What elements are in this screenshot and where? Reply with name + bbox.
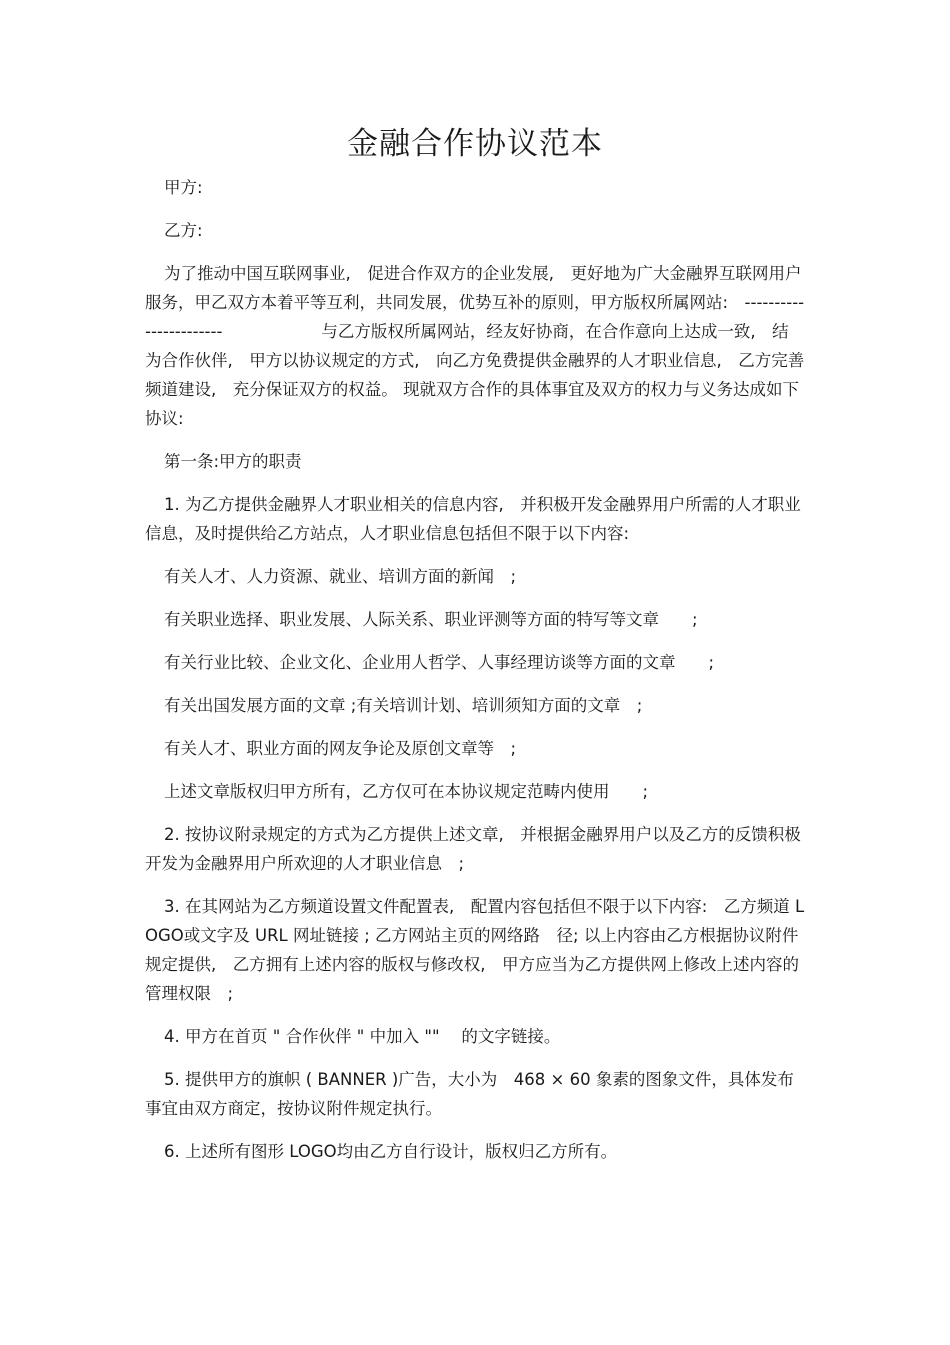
clause-6: 6. 上述所有图形 LOGO均由乙方自行设计，版权归乙方所有。 bbox=[164, 1142, 618, 1161]
preamble-paragraph: 为了推动中国互联网事业, 促进合作双方的企业发展, 更好地为广大金融界互联网用户服务，甲乙双方本着平等互利，共同发展，优势互补的原则，甲方版权所属网站: ----------------------- 与乙方版权所属网站，经友好协商，在合作意向上达成一致, 结为合作伙伴, 甲方以协议规定的方式, 向乙方免费提供金融界的人才职业信息, 乙方完善频道建设, 充分保证双方的权益。 现就双方合作的具体事宜及双方的权力与义务达成如下协议: bbox=[145, 264, 805, 428]
document-title: 金融合作协议范本 bbox=[347, 126, 603, 162]
party-a-line: 甲方: bbox=[164, 178, 203, 197]
clause-4: 4. 甲方在首页 " 合作伙伴 " 中加入 "" 的文字链接。 bbox=[164, 1027, 561, 1046]
article-one-heading: 第一条:甲方的职责 bbox=[164, 452, 302, 471]
content-item-news: 有关人才、人力资源、就业、培训方面的新闻 ; bbox=[164, 567, 517, 586]
content-item-discussion: 有关人才、职业方面的网友争论及原创文章等 ; bbox=[164, 739, 517, 758]
clause-5: 5. 提供甲方的旗帜 ( BANNER )广告，大小为 468 × 60 象素的图象文件，具体发布事宜由双方商定，按协议附件规定执行。 bbox=[145, 1070, 794, 1118]
content-item-features: 有关职业选择、职业发展、人际关系、职业评测等方面的特写等文章 ; bbox=[164, 610, 698, 629]
copyright-note: 上述文章版权归甲方所有，乙方仅可在本协议规定范畴内使用 ; bbox=[164, 782, 649, 801]
clause-3: 3. 在其网站为乙方频道设置文件配置表, 配置内容包括但不限于以下内容: 乙方频道 LOGO或文字及 URL 网址链接 ; 乙方网站主页的网络路 径; 以上内容由乙方根据协议附件规定提供, 乙方拥有上述内容的版权与修改权, 甲方应当为乙方提供网上修改上述内容的管理权限 ; bbox=[145, 897, 805, 1003]
document-body bbox=[145, 173, 805, 1180]
clause-1: 1. 为乙方提供金融界人才职业相关的信息内容, 并积极开发金融界用户所需的人才职业信息，及时提供给乙方站点，人才职业信息包括但不限于以下内容: bbox=[145, 495, 801, 543]
content-item-abroad-training: 有关出国发展方面的文章 ;有关培训计划、培训须知方面的文章 ; bbox=[164, 696, 643, 715]
party-b-line: 乙方: bbox=[164, 221, 203, 240]
clause-2: 2. 按协议附录规定的方式为乙方提供上述文章, 并根据金融界用户以及乙方的反馈积极开发为金融界用户所欢迎的人才职业信息 ; bbox=[145, 825, 801, 873]
content-item-industry: 有关行业比较、企业文化、企业用人哲学、人事经理访谈等方面的文章 ; bbox=[164, 653, 715, 672]
